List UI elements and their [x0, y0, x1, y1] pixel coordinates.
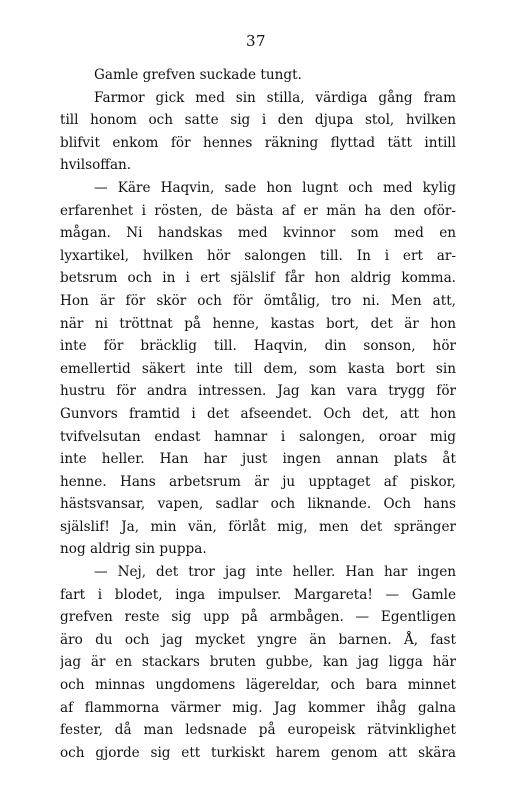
text-line: till honom och satte sig i den djupa stol, hvilken	[60, 112, 456, 129]
text-line: erfarenhet i rösten, de bästa af er män ha den oför-	[60, 202, 456, 219]
text-line: Hon är för skör och för ömtålig, tro ni. Men att,	[60, 292, 456, 309]
text-line: Gunvors framtid i det afseendet. Och det, att hon	[60, 405, 456, 422]
text-line: tvifvelsutan endast hamnar i salongen, oroar mig	[60, 428, 456, 445]
text-line: henne. Hans arbetsrum är ju upptaget af piskor,	[60, 473, 456, 490]
text-line: grefven reste sig upp på armbågen. — Egentligen	[60, 609, 456, 626]
text-line: hustru för andra intressen. Jag kan vara trygg för	[60, 383, 456, 400]
text-line: inte heller. Han har just ingen annan plats åt	[60, 451, 456, 468]
text-line: lyxartikel, hvilken hör salongen till. In i ert ar-	[60, 247, 456, 264]
text-line: och gjorde sig ett turkiskt harem genom att skära	[60, 744, 456, 761]
text-line: — Käre Haqvin, sade hon lugnt och med kylig	[94, 179, 456, 196]
text-line: emellertid säkert inte till dem, som kasta bort sin	[60, 360, 456, 377]
text-line: jag är en stackars bruten gubbe, kan jag ligga här	[60, 654, 456, 671]
text-line: inte för bräcklig till. Haqvin, din sonson, hör	[60, 338, 456, 355]
page-number: 37	[245, 32, 267, 50]
text-line: nog aldrig sin puppa.	[60, 541, 207, 558]
text-line: — Nej, det tror jag inte heller. Han har ingen	[94, 564, 456, 581]
text-line: fester, då man ledsnade på europeisk rätvinklighet	[60, 722, 456, 739]
text-line: hvilsoffan.	[60, 157, 132, 174]
body-text	[60, 64, 456, 764]
text-line: af flammorna värmer mig. Jag kommer ihåg galna	[60, 699, 456, 716]
text-line: äro du och jag mycket yngre än barnen. Å, fast	[60, 631, 456, 648]
text-line: betsrum och in i ert själslif får hon aldrig komma.	[60, 270, 456, 287]
text-line: fart i blodet, inga impulser. Margareta! — Gamle	[60, 586, 456, 603]
text-line: när ni tröttnat på henne, kastas bort, det är hon	[60, 315, 456, 332]
text-line: och minnas ungdomens lägereldar, och bara minnet	[60, 677, 456, 694]
text-line: blifvit enkom för hennes räkning flyttad tätt intill	[60, 134, 456, 151]
text-line: Farmor gick med sin stilla, värdiga gång fram	[94, 89, 456, 106]
text-line: själslif! Ja, min vän, förlåt mig, men det spränger	[60, 518, 456, 535]
text-line: mågan. Ni handskas med kvinnor som med en	[60, 225, 456, 242]
text-line: Gamle grefven suckade tungt.	[94, 67, 302, 83]
text-line: hästsvansar, vapen, sadlar och liknande. Och hans	[60, 496, 456, 513]
